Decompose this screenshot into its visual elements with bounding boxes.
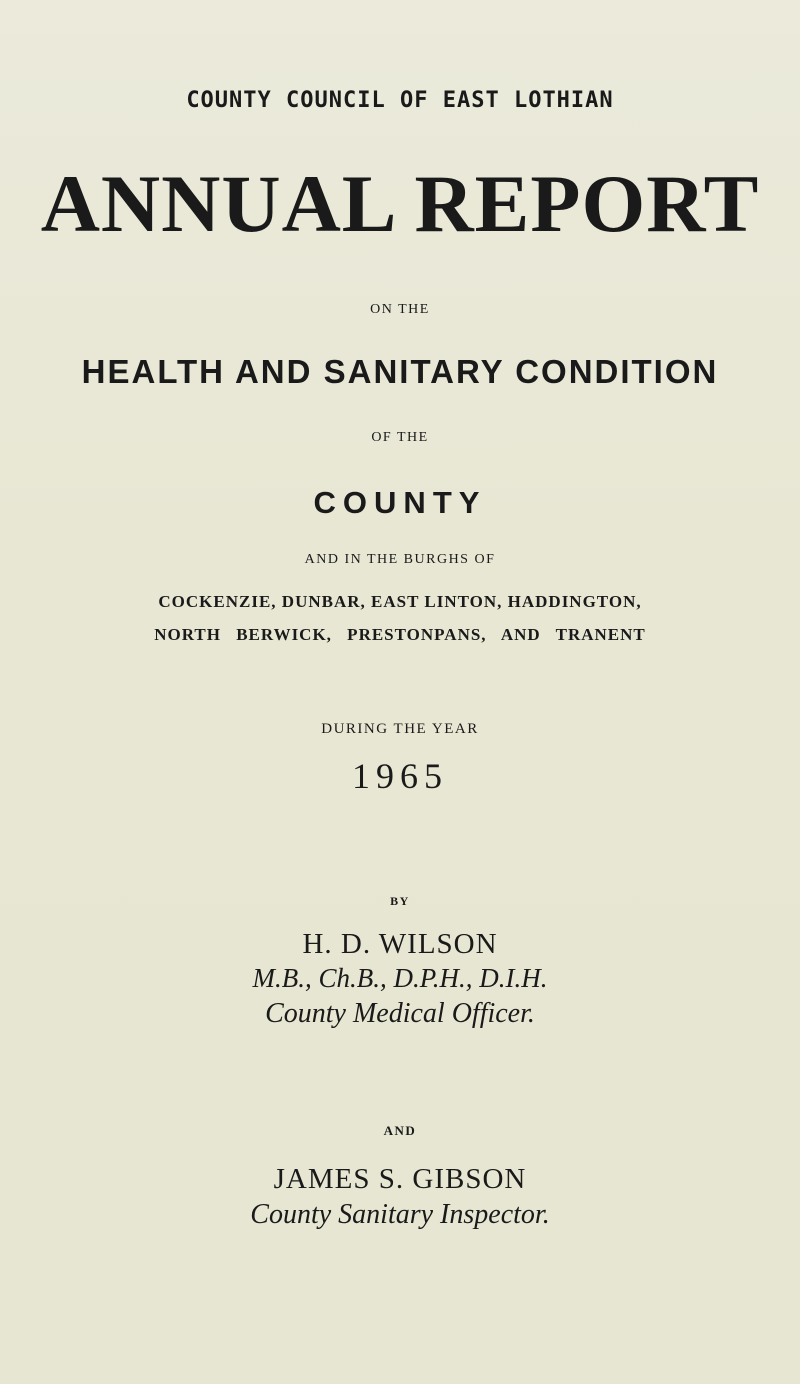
burghs-list-line-2: NORTH BERWICK, PRESTONPANS, AND TRANENT [154, 625, 646, 644]
report-topic: HEALTH AND SANITARY CONDITION [81, 353, 719, 390]
author-1-role: County Medical Officer. [265, 998, 535, 1029]
by-label: BY [390, 894, 410, 908]
county-heading: COUNTY [313, 485, 487, 520]
author-1-name: H. D. WILSON [302, 928, 498, 960]
of-the-label: OF THE [371, 430, 429, 445]
report-title: ANNUAL REPORT [40, 158, 760, 249]
author-2-role: County Sanitary Inspector. [250, 1199, 550, 1230]
burghs-intro: AND IN THE BURGHS OF [304, 552, 496, 567]
author-2-name: JAMES S. GIBSON [273, 1163, 527, 1195]
report-year: 1965 [352, 756, 448, 796]
and-label: AND [383, 1123, 417, 1138]
author-1-qualifications: M.B., Ch.B., D.P.H., D.I.H. [252, 963, 548, 993]
burghs-list-line-1: COCKENZIE, DUNBAR, EAST LINTON, HADDINGTON, [158, 592, 642, 611]
council-name: COUNTY COUNCIL OF EAST LOTHIAN [186, 88, 614, 113]
on-the-label: ON THE [370, 302, 430, 317]
during-the-year-label: DURING THE YEAR [321, 721, 479, 737]
